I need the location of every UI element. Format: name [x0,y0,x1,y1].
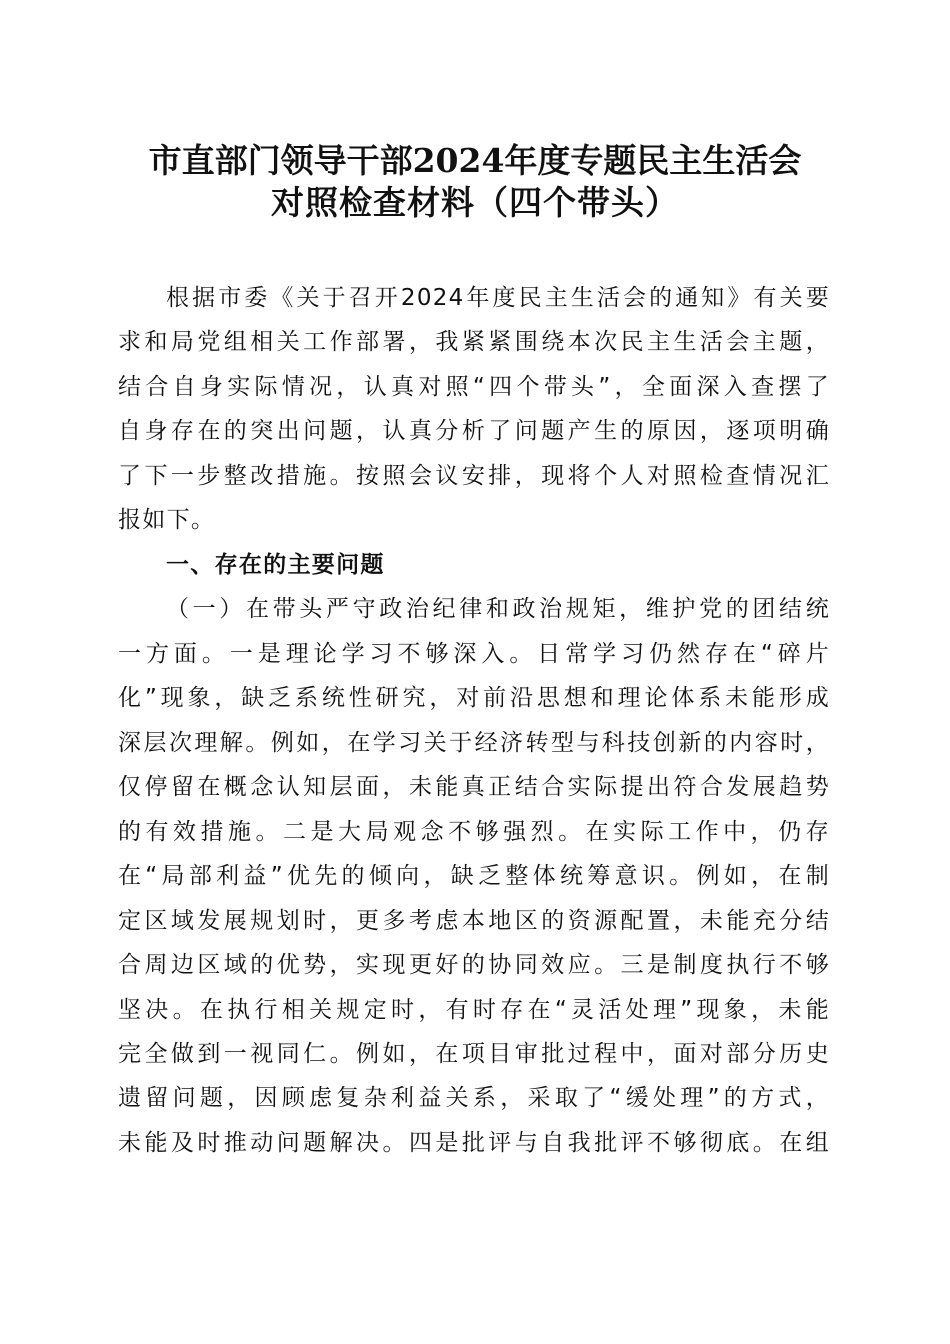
text-line: 了下一步整改措施。按照会议安排，现将个人对照检查情况汇 [118,462,830,489]
document-title-line-2: 对照检查材料（四个带头） [271,183,679,222]
text-line: 完全做到一视同仁。例如，在项目审批过程中，面对部分历史 [118,1040,830,1067]
text-line: 求和局党组相关工作部署，我紧紧围绕本次民主生活会主题， [118,329,830,356]
text-line: 深层次理解。例如，在学习关于经济转型与科技创新的内容时， [118,729,830,756]
text-line: 定区域发展规划时，更多考虑本地区的资源配置，未能充分结 [118,907,830,934]
text-line: 坚决。在执行相关规定时，有时存在“灵活处理”现象，未能 [118,996,830,1023]
text-line: 合周边区域的优势，实现更好的协同效应。三是制度执行不够 [118,952,830,979]
text-line: 的有效措施。二是大局观念不够强烈。在实际工作中，仍存 [118,818,830,845]
text-line: （一）在带头严守政治纪律和政治规矩，维护党的团结统 [166,596,830,623]
text-line: 根据市委《关于召开2024年度民主生活会的通知》有关要 [166,285,830,311]
text-line: 在“局部利益”优先的倾向，缺乏整体统筹意识。例如，在制 [118,863,830,890]
intro-paragraph [118,276,830,543]
document-title-line-1: 市直部门领导干部2024年度专题民主生活会 [148,141,802,180]
text-line: 仅停留在概念认知层面，未能真正结合实际提出符合发展趋势 [118,774,830,801]
text-line: 化”现象，缺乏系统性研究，对前沿思想和理论体系未能形成 [118,685,830,712]
text-line: 报如下。 [118,507,216,534]
section-heading: 一、存在的主要问题 [166,551,385,578]
text-line: 自身存在的突出问题，认真分析了问题产生的原因，逐项明确 [118,418,830,445]
text-line: 遗留问题，因顾虑复杂利益关系，采取了“缓处理”的方式， [118,1085,830,1112]
text-line: 未能及时推动问题解决。四是批评与自我批评不够彻底。在组 [118,1129,830,1156]
document-body [118,276,830,1165]
subsection-paragraph [118,587,830,1165]
text-line: 结合自身实际情况，认真对照“四个带头”，全面深入查摆了 [118,373,830,400]
text-line: 一方面。一是理论学习不够深入。日常学习仍然存在“碎片 [118,640,830,667]
